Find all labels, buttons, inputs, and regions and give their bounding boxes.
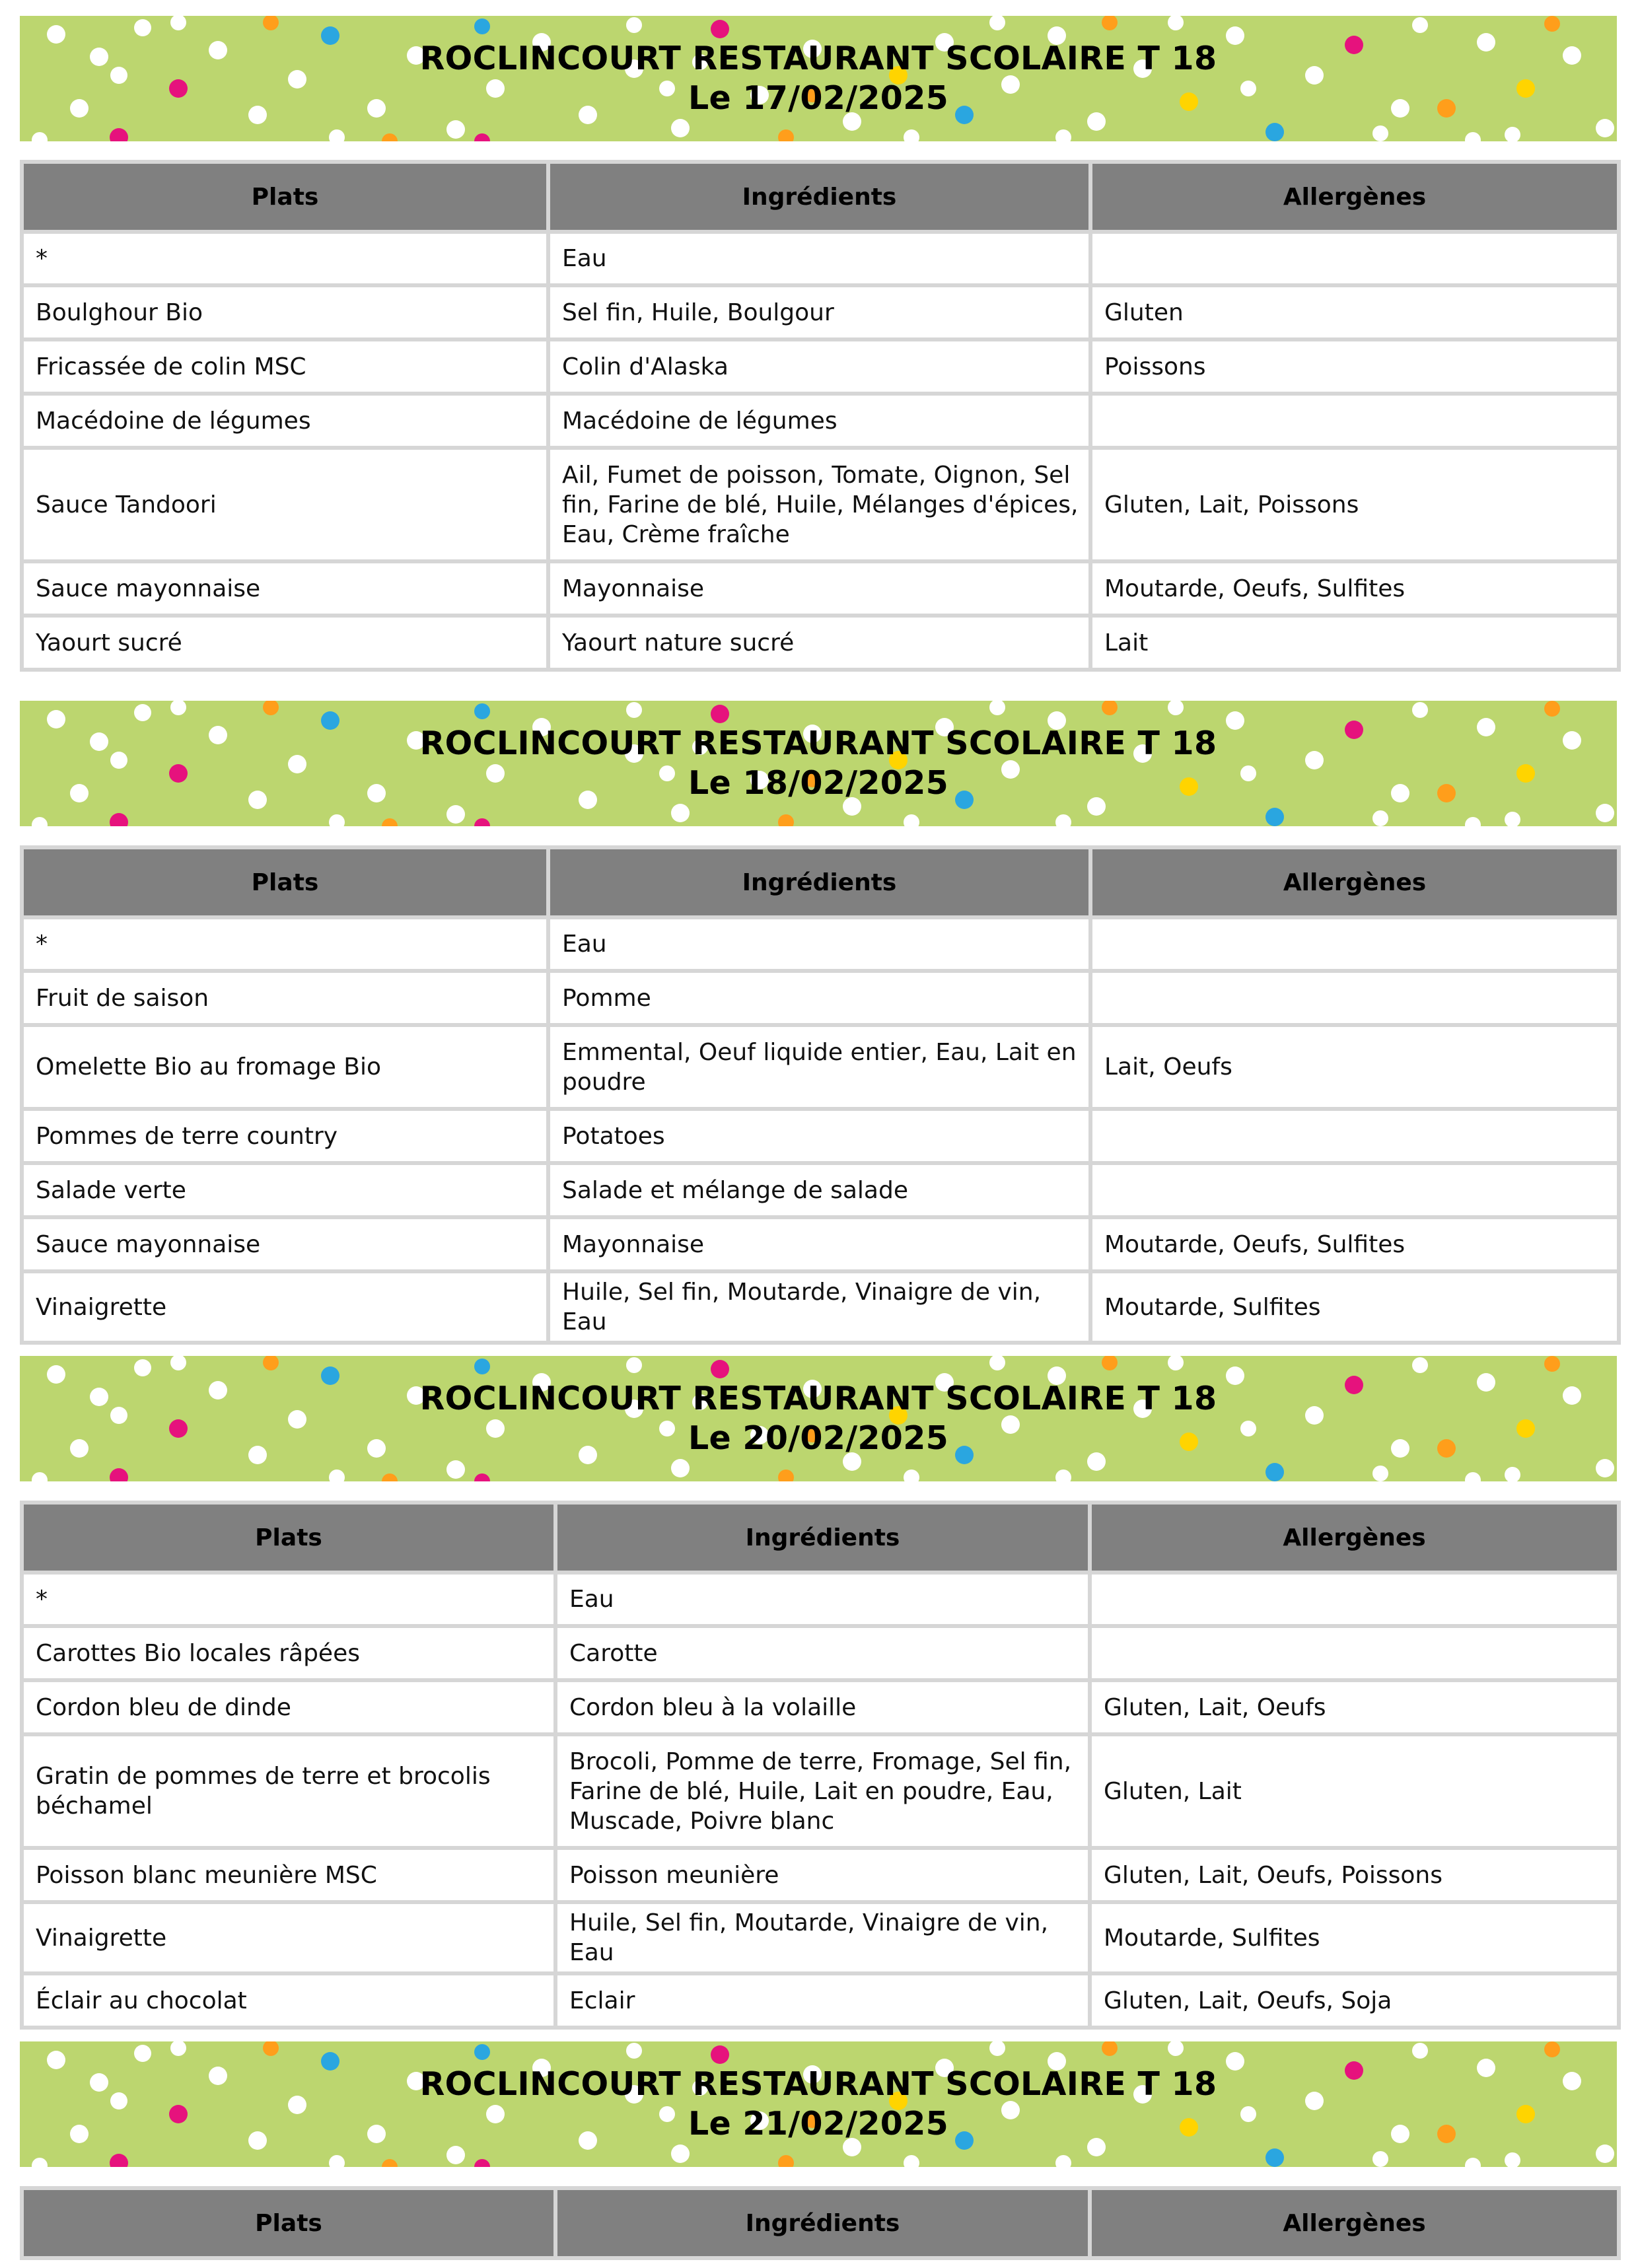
table-row bbox=[22, 1848, 1619, 1902]
dish-cell: Omelette Bio au fromage Bio bbox=[22, 1025, 548, 1109]
allergens-cell bbox=[1090, 394, 1619, 448]
menu-banner bbox=[20, 2041, 1617, 2167]
allergens-cell bbox=[1090, 1573, 1619, 1626]
column-header-plats: Plats bbox=[22, 1503, 555, 1573]
menu-date: Le 18/02/2025 bbox=[688, 764, 948, 802]
table-row bbox=[22, 917, 1619, 971]
ingredients-cell: Emmental, Oeuf liquide entier, Eau, Lait en poudre bbox=[548, 1025, 1090, 1109]
ingredients-cell: Mayonnaise bbox=[548, 561, 1090, 616]
menu-date: Le 21/02/2025 bbox=[688, 2105, 948, 2143]
column-header-allergenes: Allergènes bbox=[1090, 162, 1619, 232]
menu-table bbox=[20, 1501, 1621, 2030]
ingredients-cell: Huile, Sel fin, Moutarde, Vinaigre de vin, Eau bbox=[555, 1902, 1090, 1973]
dish-cell: Boulghour Bio bbox=[22, 285, 548, 339]
dish-cell: Sauce mayonnaise bbox=[22, 1217, 548, 1271]
allergens-cell: Gluten, Lait, Oeufs, Poissons bbox=[1090, 1848, 1619, 1902]
menu-date: Le 20/02/2025 bbox=[688, 1419, 948, 1457]
ingredients-cell: Cordon bleu à la volaille bbox=[555, 1680, 1090, 1734]
column-header-plats: Plats bbox=[22, 847, 548, 917]
dish-cell: Éclair au chocolat bbox=[22, 1973, 555, 2028]
table-row bbox=[22, 1271, 1619, 1343]
banner-title bbox=[20, 701, 1617, 826]
ingredients-cell: Yaourt nature sucré bbox=[548, 616, 1090, 670]
table-row bbox=[22, 1217, 1619, 1271]
allergens-cell bbox=[1090, 232, 1619, 285]
dish-cell: Macédoine de légumes bbox=[22, 394, 548, 448]
allergens-cell: Moutarde, Oeufs, Sulfites bbox=[1090, 1217, 1619, 1271]
table-row bbox=[22, 1734, 1619, 1848]
column-header-ingredients: Ingrédients bbox=[548, 162, 1090, 232]
table-row bbox=[22, 339, 1619, 394]
allergens-cell bbox=[1090, 971, 1619, 1025]
table-row bbox=[22, 394, 1619, 448]
ingredients-cell: Brocoli, Pomme de terre, Fromage, Sel fin, Farine de blé, Huile, Lait en poudre, Eau, Muscade, Poivre blanc bbox=[555, 1734, 1090, 1848]
allergens-cell: Gluten, Lait, Oeufs bbox=[1090, 1680, 1619, 1734]
ingredients-cell: Mayonnaise bbox=[548, 1217, 1090, 1271]
table-row bbox=[22, 1973, 1619, 2028]
dish-cell: Sauce Tandoori bbox=[22, 448, 548, 561]
table-row bbox=[22, 561, 1619, 616]
restaurant-name: ROCLINCOURT RESTAURANT SCOLAIRE T 18 bbox=[419, 725, 1217, 762]
dish-cell: Vinaigrette bbox=[22, 1271, 548, 1343]
dish-cell: * bbox=[22, 917, 548, 971]
header-row bbox=[22, 847, 1619, 917]
dish-cell: Poisson blanc meunière MSC bbox=[22, 1848, 555, 1902]
column-header-ingredients: Ingrédients bbox=[555, 2188, 1090, 2258]
allergens-cell bbox=[1090, 1109, 1619, 1163]
allergens-cell bbox=[1090, 917, 1619, 971]
allergens-cell bbox=[1090, 1626, 1619, 1680]
table-row bbox=[22, 1025, 1619, 1109]
menu-table bbox=[20, 2186, 1621, 2260]
allergens-cell: Gluten bbox=[1090, 285, 1619, 339]
header-row bbox=[22, 2188, 1619, 2258]
dish-cell: Fricassée de colin MSC bbox=[22, 339, 548, 394]
ingredients-cell: Carotte bbox=[555, 1626, 1090, 1680]
menu-date: Le 17/02/2025 bbox=[688, 79, 948, 117]
table-row bbox=[22, 448, 1619, 561]
dish-cell: Pommes de terre country bbox=[22, 1109, 548, 1163]
ingredients-cell: Sel fin, Huile, Boulgour bbox=[548, 285, 1090, 339]
dish-cell: Fruit de saison bbox=[22, 971, 548, 1025]
menu-table bbox=[20, 845, 1621, 1345]
table-row bbox=[22, 616, 1619, 670]
dish-cell: Cordon bleu de dinde bbox=[22, 1680, 555, 1734]
allergens-cell: Poissons bbox=[1090, 339, 1619, 394]
restaurant-name: ROCLINCOURT RESTAURANT SCOLAIRE T 18 bbox=[419, 1380, 1217, 1417]
ingredients-cell: Eclair bbox=[555, 1973, 1090, 2028]
menu-banner bbox=[20, 1356, 1617, 1481]
ingredients-cell: Poisson meunière bbox=[555, 1848, 1090, 1902]
restaurant-name: ROCLINCOURT RESTAURANT SCOLAIRE T 18 bbox=[419, 2065, 1217, 2103]
ingredients-cell: Salade et mélange de salade bbox=[548, 1163, 1090, 1217]
menu-banner bbox=[20, 16, 1617, 141]
ingredients-cell: Eau bbox=[548, 232, 1090, 285]
dish-cell: Vinaigrette bbox=[22, 1902, 555, 1973]
ingredients-cell: Ail, Fumet de poisson, Tomate, Oignon, Sel fin, Farine de blé, Huile, Mélanges d'épices, Eau, Crème fraîche bbox=[548, 448, 1090, 561]
ingredients-cell: Colin d'Alaska bbox=[548, 339, 1090, 394]
ingredients-cell: Eau bbox=[555, 1573, 1090, 1626]
column-header-plats: Plats bbox=[22, 162, 548, 232]
table-row bbox=[22, 1109, 1619, 1163]
column-header-ingredients: Ingrédients bbox=[555, 1503, 1090, 1573]
menu-table bbox=[20, 160, 1621, 672]
header-row bbox=[22, 162, 1619, 232]
allergens-cell: Moutarde, Oeufs, Sulfites bbox=[1090, 561, 1619, 616]
allergens-cell: Gluten, Lait, Oeufs, Soja bbox=[1090, 1973, 1619, 2028]
column-header-allergenes: Allergènes bbox=[1090, 1503, 1619, 1573]
allergens-cell: Lait, Oeufs bbox=[1090, 1025, 1619, 1109]
dish-cell: Carottes Bio locales râpées bbox=[22, 1626, 555, 1680]
banner-title bbox=[20, 16, 1617, 141]
banner-title bbox=[20, 2041, 1617, 2167]
table-row bbox=[22, 1573, 1619, 1626]
restaurant-name: ROCLINCOURT RESTAURANT SCOLAIRE T 18 bbox=[419, 40, 1217, 77]
table-row bbox=[22, 1626, 1619, 1680]
dish-cell: Yaourt sucré bbox=[22, 616, 548, 670]
ingredients-cell: Huile, Sel fin, Moutarde, Vinaigre de vin, Eau bbox=[548, 1271, 1090, 1343]
table-row bbox=[22, 971, 1619, 1025]
header-row bbox=[22, 1503, 1619, 1573]
ingredients-cell: Macédoine de légumes bbox=[548, 394, 1090, 448]
ingredients-cell: Eau bbox=[548, 917, 1090, 971]
allergens-cell: Moutarde, Sulfites bbox=[1090, 1902, 1619, 1973]
banner-title bbox=[20, 1356, 1617, 1481]
allergens-cell: Lait bbox=[1090, 616, 1619, 670]
table-row bbox=[22, 1902, 1619, 1973]
table-row bbox=[22, 1680, 1619, 1734]
column-header-ingredients: Ingrédients bbox=[548, 847, 1090, 917]
table-row bbox=[22, 1163, 1619, 1217]
allergens-cell: Moutarde, Sulfites bbox=[1090, 1271, 1619, 1343]
column-header-allergenes: Allergènes bbox=[1090, 2188, 1619, 2258]
table-row bbox=[22, 285, 1619, 339]
allergens-cell: Gluten, Lait bbox=[1090, 1734, 1619, 1848]
column-header-plats: Plats bbox=[22, 2188, 555, 2258]
column-header-allergenes: Allergènes bbox=[1090, 847, 1619, 917]
dish-cell: Gratin de pommes de terre et brocolis béchamel bbox=[22, 1734, 555, 1848]
allergens-cell: Gluten, Lait, Poissons bbox=[1090, 448, 1619, 561]
ingredients-cell: Potatoes bbox=[548, 1109, 1090, 1163]
allergens-cell bbox=[1090, 1163, 1619, 1217]
ingredients-cell: Pomme bbox=[548, 971, 1090, 1025]
dish-cell: * bbox=[22, 232, 548, 285]
dish-cell: Salade verte bbox=[22, 1163, 548, 1217]
dish-cell: * bbox=[22, 1573, 555, 1626]
table-row bbox=[22, 232, 1619, 285]
menu-banner bbox=[20, 701, 1617, 826]
dish-cell: Sauce mayonnaise bbox=[22, 561, 548, 616]
